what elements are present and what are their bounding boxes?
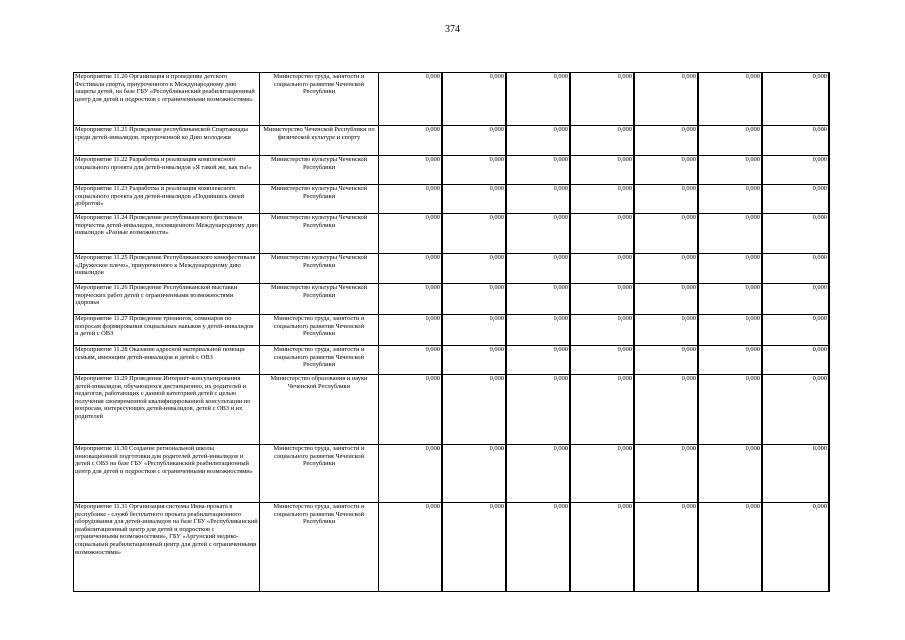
funding-value-cell: 0,000 xyxy=(379,445,443,503)
funding-value-cell: 0,000 xyxy=(506,315,570,346)
page-number: 374 xyxy=(445,24,460,35)
executor-cell: Министерство труда, занятости и социального развития Чеченской Республики xyxy=(260,445,379,503)
table-row xyxy=(74,73,830,126)
funding-value-cell: 0,000 xyxy=(698,445,762,503)
funding-value-cell: 0,000 xyxy=(379,185,443,214)
table-row xyxy=(74,254,830,284)
funding-value-cell: 0,000 xyxy=(762,185,829,214)
funding-value-cell: 0,000 xyxy=(379,214,443,254)
funding-value-cell: 0,000 xyxy=(506,126,570,156)
funding-value-cell: 0,000 xyxy=(698,375,762,445)
measure-name-cell: Мероприятие 11.31 Организация системы Инва-проката в республике - служб бесплатного проката реабилитационного оборудования для детей-инвалидов на базе ГБУ «Республиканский реабилитационный центр для детей и подростков с ограниченными возможностями», ГБУ «Аргунский медико-социальный реабилитационный центр для детей с ограниченными возможностями» xyxy=(74,503,260,592)
funding-value-cell: 0,000 xyxy=(379,156,443,185)
funding-value-cell: 0,000 xyxy=(634,73,698,126)
executor-cell: Министерство культуры Чеченской Республики xyxy=(260,254,379,284)
funding-value-cell: 0,000 xyxy=(379,503,443,592)
executor-cell: Министерство труда, занятости и социального развития Чеченской Республики xyxy=(260,73,379,126)
funding-value-cell: 0,000 xyxy=(506,73,570,126)
funding-value-cell: 0,000 xyxy=(698,346,762,375)
measure-name-cell: Мероприятие 11.23 Разработка и реализация комплексного социального проекта для детей-инвалидов «Подпишись своей добротой» xyxy=(74,185,260,214)
funding-value-cell: 0,000 xyxy=(379,284,443,315)
funding-value-cell: 0,000 xyxy=(379,126,443,156)
measure-name-cell: Мероприятие 11.27 Проведение тренингов, семинаров по вопросам формирования социальных навыков у детей-инвалидов и детей с ОВЗ xyxy=(74,315,260,346)
funding-value-cell: 0,000 xyxy=(442,73,506,126)
funding-value-cell: 0,000 xyxy=(506,214,570,254)
funding-value-cell: 0,000 xyxy=(762,156,829,185)
funding-value-cell: 0,000 xyxy=(442,346,506,375)
funding-value-cell: 0,000 xyxy=(762,346,829,375)
funding-value-cell: 0,000 xyxy=(634,185,698,214)
executor-cell: Министерство культуры Чеченской Республики xyxy=(260,284,379,315)
table-row xyxy=(74,503,830,592)
funding-value-cell: 0,000 xyxy=(634,254,698,284)
funding-value-cell: 0,000 xyxy=(442,156,506,185)
funding-value-cell: 0,000 xyxy=(379,73,443,126)
measure-name-cell: Мероприятие 11.25 Проведение Республиканского кинофестиваля «Дружеское плечо», приуроченного к Международному дню инвалидов xyxy=(74,254,260,284)
table-row xyxy=(74,126,830,156)
funding-value-cell: 0,000 xyxy=(506,185,570,214)
funding-value-cell: 0,000 xyxy=(379,346,443,375)
funding-value-cell: 0,000 xyxy=(570,315,634,346)
funding-value-cell: 0,000 xyxy=(698,126,762,156)
funding-value-cell: 0,000 xyxy=(762,126,829,156)
funding-value-cell: 0,000 xyxy=(379,315,443,346)
executor-cell: Министерство культуры Чеченской Республики xyxy=(260,214,379,254)
funding-value-cell: 0,000 xyxy=(634,126,698,156)
funding-value-cell: 0,000 xyxy=(442,445,506,503)
funding-value-cell: 0,000 xyxy=(634,445,698,503)
funding-value-cell: 0,000 xyxy=(570,73,634,126)
funding-value-cell: 0,000 xyxy=(442,284,506,315)
funding-value-cell: 0,000 xyxy=(570,126,634,156)
executor-cell: Министерство культуры Чеченской Республики xyxy=(260,156,379,185)
funding-value-cell: 0,000 xyxy=(762,445,829,503)
table-row xyxy=(74,445,830,503)
funding-value-cell: 0,000 xyxy=(762,214,829,254)
table-row xyxy=(74,284,830,315)
funding-value-cell: 0,000 xyxy=(762,73,829,126)
executor-cell: Министерство образования и науки Чеченской Республики xyxy=(260,375,379,445)
funding-value-cell: 0,000 xyxy=(506,445,570,503)
table-row xyxy=(74,315,830,346)
funding-value-cell: 0,000 xyxy=(698,214,762,254)
funding-value-cell: 0,000 xyxy=(442,185,506,214)
funding-value-cell: 0,000 xyxy=(570,346,634,375)
funding-value-cell: 0,000 xyxy=(634,214,698,254)
funding-value-cell: 0,000 xyxy=(379,375,443,445)
funding-value-cell: 0,000 xyxy=(634,375,698,445)
funding-value-cell: 0,000 xyxy=(570,214,634,254)
funding-value-cell: 0,000 xyxy=(634,284,698,315)
funding-value-cell: 0,000 xyxy=(698,284,762,315)
funding-value-cell: 0,000 xyxy=(506,254,570,284)
funding-value-cell: 0,000 xyxy=(506,375,570,445)
funding-value-cell: 0,000 xyxy=(570,445,634,503)
funding-value-cell: 0,000 xyxy=(570,156,634,185)
funding-value-cell: 0,000 xyxy=(762,375,829,445)
funding-value-cell: 0,000 xyxy=(570,375,634,445)
funding-value-cell: 0,000 xyxy=(442,214,506,254)
funding-value-cell: 0,000 xyxy=(442,254,506,284)
measure-name-cell: Мероприятие 11.24 Проведение республиканского фестиваля творчества детей-инвалидов, посвященного Международному дню инвалидов «Разные возможности» xyxy=(74,214,260,254)
measures-table xyxy=(73,72,830,592)
measure-name-cell: Мероприятие 11.28 Оказание адресной материальной помощи семьям, имеющим детей-инвалидов и детей с ОВЗ xyxy=(74,346,260,375)
funding-value-cell: 0,000 xyxy=(634,315,698,346)
funding-value-cell: 0,000 xyxy=(698,73,762,126)
funding-value-cell: 0,000 xyxy=(506,284,570,315)
measure-name-cell: Мероприятие 11.21 Проведение республиканской Спартакиады среди детей-инвалидов, приуроченной ко Дню молодежи xyxy=(74,126,260,156)
measure-name-cell: Мероприятие 11.29 Проведение Интернет-консультирования детей-инвалидов, обучающихся дистанционно, их родителей и педагогов, работающих с данной категорией детей с целью получения своевременной квалифицированной консультации по вопросам, интересующих детей-инвалидов, детей с ОВЗ и их родителей xyxy=(74,375,260,445)
executor-cell: Министерство Чеченской Республики по физической культуре и спорту xyxy=(260,126,379,156)
funding-value-cell: 0,000 xyxy=(379,254,443,284)
funding-value-cell: 0,000 xyxy=(762,284,829,315)
funding-value-cell: 0,000 xyxy=(570,254,634,284)
funding-value-cell: 0,000 xyxy=(698,315,762,346)
executor-cell: Министерство труда, занятости и социального развития Чеченской Республики xyxy=(260,346,379,375)
funding-value-cell: 0,000 xyxy=(762,503,829,592)
funding-value-cell: 0,000 xyxy=(506,156,570,185)
table-row xyxy=(74,185,830,214)
funding-value-cell: 0,000 xyxy=(698,185,762,214)
funding-value-cell: 0,000 xyxy=(442,375,506,445)
funding-value-cell: 0,000 xyxy=(634,346,698,375)
funding-value-cell: 0,000 xyxy=(762,315,829,346)
table-row xyxy=(74,346,830,375)
measure-name-cell: Мероприятие 11.22 Разработка и реализация комплексного социального проекта для детей-инвалидов «Я такой же, как ты!» xyxy=(74,156,260,185)
funding-value-cell: 0,000 xyxy=(442,126,506,156)
funding-value-cell: 0,000 xyxy=(442,503,506,592)
funding-value-cell: 0,000 xyxy=(634,503,698,592)
measure-name-cell: Мероприятие 11.26 Проведение Республиканской выставки творческих работ детей с ограниченными возможностями здоровья xyxy=(74,284,260,315)
executor-cell: Министерство культуры Чеченской Республики xyxy=(260,185,379,214)
funding-value-cell: 0,000 xyxy=(442,315,506,346)
funding-value-cell: 0,000 xyxy=(570,284,634,315)
measures-table-body xyxy=(74,73,830,592)
funding-value-cell: 0,000 xyxy=(506,503,570,592)
table-row xyxy=(74,214,830,254)
funding-value-cell: 0,000 xyxy=(762,254,829,284)
measure-name-cell: Мероприятие 11.30 Создание региональной школы инновационной подготовки для родителей детей-инвалидов и детей с ОВЗ на базе ГБУ «Республиканский реабилитационный центр для детей и подростков с ограниченными возможностями» xyxy=(74,445,260,503)
funding-value-cell: 0,000 xyxy=(698,254,762,284)
funding-value-cell: 0,000 xyxy=(570,185,634,214)
executor-cell: Министерство труда, занятости и социального развития Чеченской Республики xyxy=(260,315,379,346)
measure-name-cell: Мероприятие 11.20 Организация и проведение детского Фестиваля спорта, приуроченного к Международному дню защиты детей, на базе ГБУ «Республиканский реабилитационный центр для детей и подростков с ограниченными возможностями» xyxy=(74,73,260,126)
funding-value-cell: 0,000 xyxy=(634,156,698,185)
funding-value-cell: 0,000 xyxy=(570,503,634,592)
table-row xyxy=(74,375,830,445)
executor-cell: Министерство труда, занятости и социального развития Чеченской Республики xyxy=(260,503,379,592)
table-row xyxy=(74,156,830,185)
funding-value-cell: 0,000 xyxy=(506,346,570,375)
funding-value-cell: 0,000 xyxy=(698,503,762,592)
funding-value-cell: 0,000 xyxy=(698,156,762,185)
